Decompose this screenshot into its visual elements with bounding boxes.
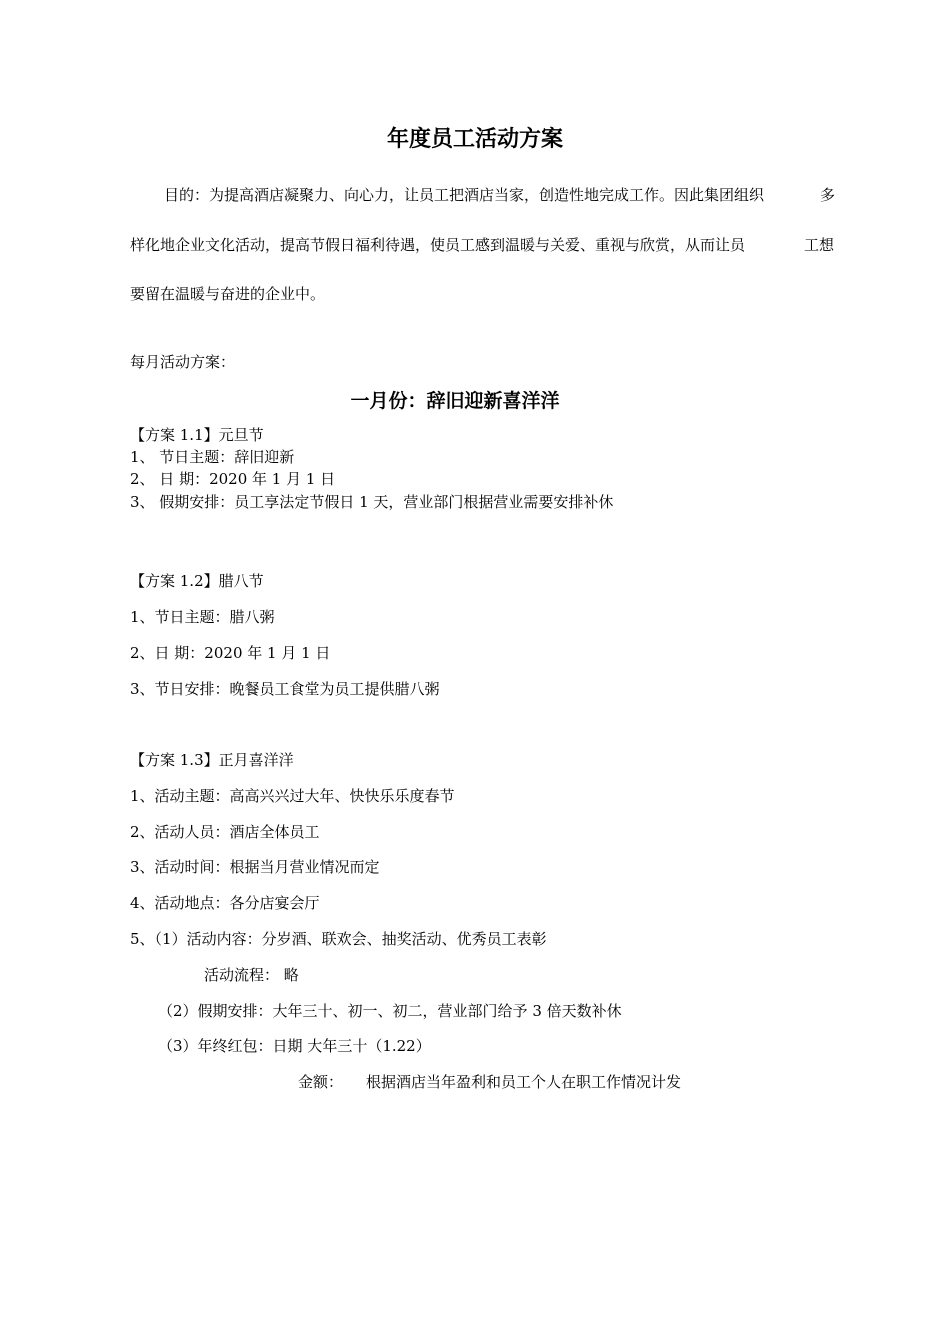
intro-line-2-tail: 工想 <box>804 236 835 254</box>
list-item: 3、 假期安排：员工享法定节假日 1 天，营业部门根据营业需要安排补休 <box>130 493 614 511</box>
year-end-bonus: （3）年终红包：日期 大年三十（1.22） <box>158 1037 431 1055</box>
amount-text: 根据酒店当年盈利和员工个人在职工作情况计发 <box>366 1073 682 1091</box>
list-item: 4、活动地点：各分店宴会厅 <box>130 894 320 912</box>
intro-line-2-text: 样化地企业文化活动，提高节假日福利待遇，使员工感到温暖与关爱、重视与欣赏，从而让员 <box>130 236 746 254</box>
intro-line-3: 要留在温暖与奋进的企业中。 <box>130 285 326 303</box>
plan-1-2-title: 【方案 1.2】腊八节 <box>130 572 264 590</box>
list-item: 2、活动人员：酒店全体员工 <box>130 823 320 841</box>
january-heading: 一月份：辞旧迎新喜洋洋 <box>350 390 560 412</box>
list-item: 1、 节日主题：辞旧迎新 <box>130 448 295 466</box>
page-title: 年度员工活动方案 <box>386 127 563 152</box>
list-item: 3、活动时间：根据当月营业情况而定 <box>130 858 380 876</box>
activity-flow: 活动流程： 略 <box>204 966 299 984</box>
plan-1-3-title: 【方案 1.3】正月喜洋洋 <box>130 751 294 769</box>
list-item: 1、节日主题：腊八粥 <box>130 608 275 626</box>
monthly-heading: 每月活动方案： <box>130 353 236 371</box>
list-item: 2、 日 期：2020 年 1 月 1 日 <box>130 470 336 488</box>
list-item: 1、活动主题：高高兴兴过大年、快快乐乐度春节 <box>130 787 455 805</box>
plan-1-1-title: 【方案 1.1】元旦节 <box>130 426 264 444</box>
list-item: 3、节日安排：晚餐员工食堂为员工提供腊八粥 <box>130 680 440 698</box>
leave-arrangement: （2）假期安排：大年三十、初一、初二，营业部门给予 3 倍天数补休 <box>158 1002 622 1020</box>
intro-line-1-tail: 多 <box>820 186 836 204</box>
intro-line-1-text: 目的：为提高酒店凝聚力、向心力，让员工把酒店当家，创造性地完成工作。因此集团组织 <box>164 186 765 204</box>
list-item: 5、（1）活动内容：分岁酒、联欢会、抽奖活动、优秀员工表彰 <box>130 930 547 948</box>
list-item: 2、日 期：2020 年 1 月 1 日 <box>130 644 331 662</box>
amount-label: 金额： <box>298 1073 344 1091</box>
